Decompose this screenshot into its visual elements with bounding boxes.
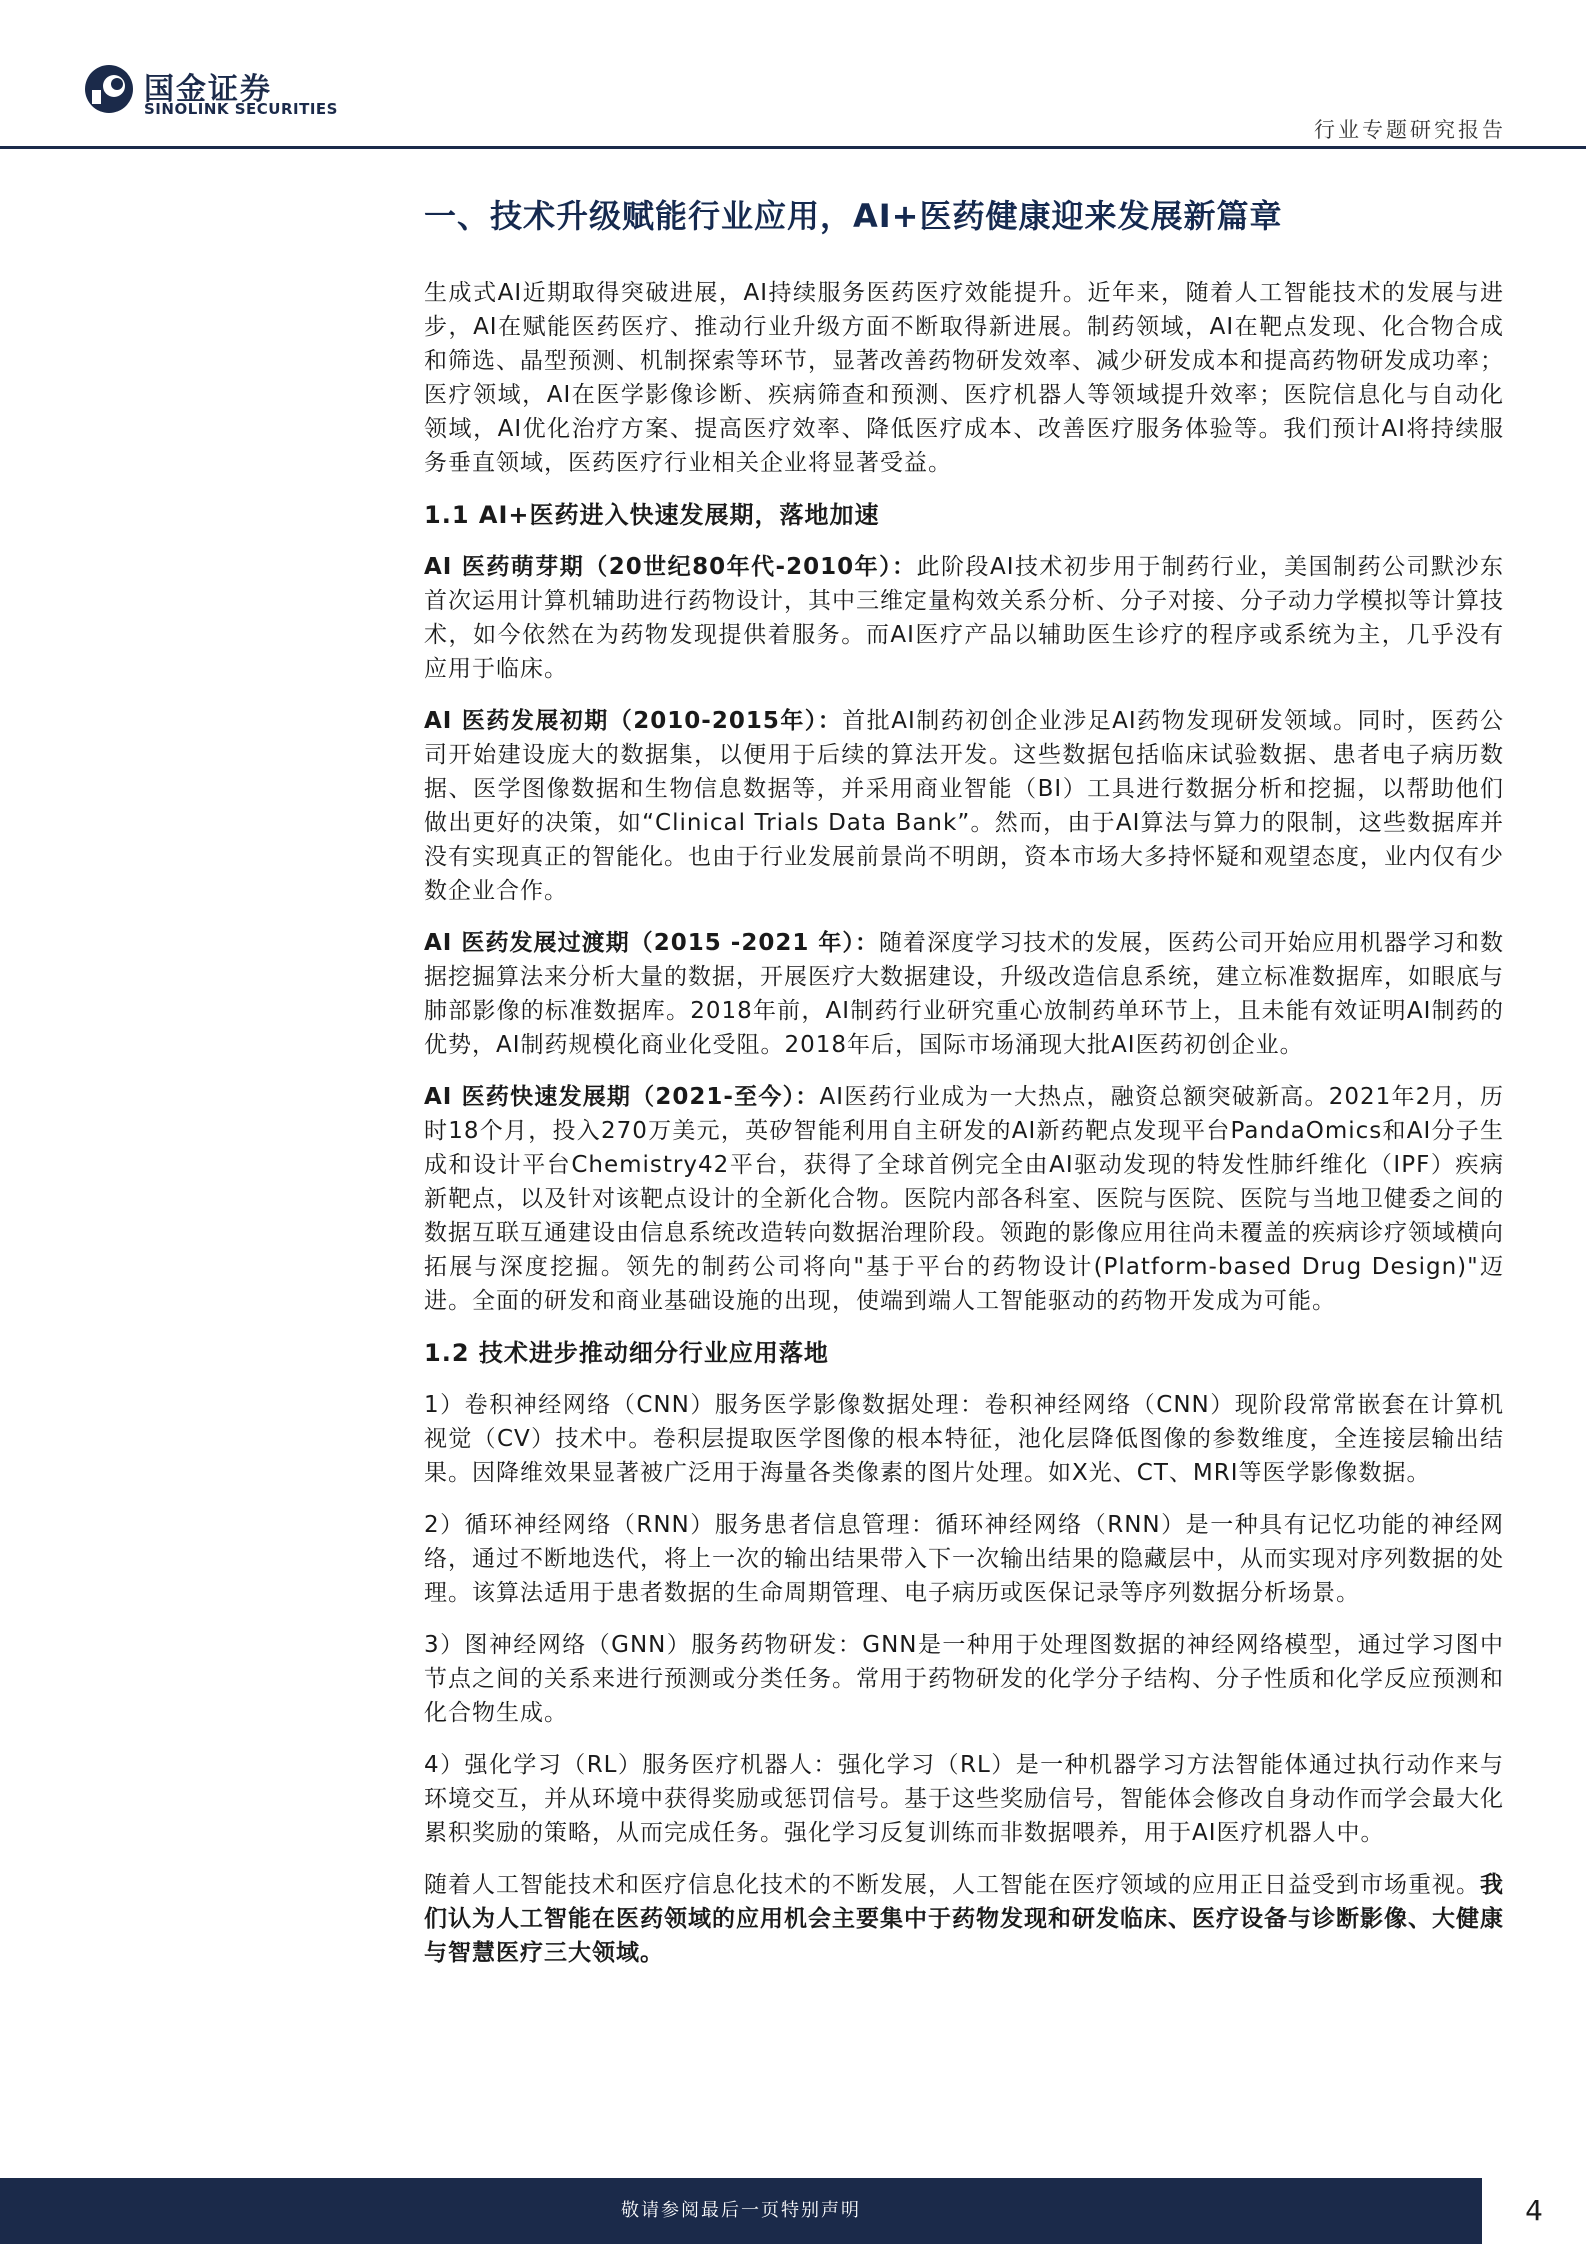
subsection-title-1-2: 1.2 技术进步推动细分行业应用落地: [424, 1339, 829, 1367]
section-title: 一、技术升级赋能行业应用，AI+医药健康迎来发展新篇章: [424, 197, 1283, 235]
closing-text: 随着人工智能技术和医疗信息化技术的不断发展，人工智能在医疗领域的应用正日益受到市场重视。: [424, 1872, 1480, 1898]
period-text: 此阶段AI技术初步用于制药行业，美国制药公司默沙东首次运用计算机辅助进行药物设计，其中三维定量构效关系分析、分子对接、分子动力学模拟等计算技术，如今依然在为药物发现提供着服务。而AI医疗产品以辅助医生诊疗的程序或系统为主，几乎没有应用于临床。: [424, 554, 1504, 682]
report-type-label: 行业专题研究报告: [1314, 118, 1506, 142]
logo-name-en: SINOLINK SECURITIES: [144, 100, 338, 118]
company-logo: [84, 62, 344, 122]
period-paragraph: [424, 704, 1504, 908]
footer-disclaimer: 敬请参阅最后一页特别声明: [621, 2200, 861, 2221]
closing-paragraph: [424, 1868, 1504, 1970]
technique-paragraph: 2）循环神经网络（RNN）服务患者信息管理：循环神经网络（RNN）是一种具有记忆功能的神经网络，通过不断地迭代，将上一次的输出结果带入下一次输出结果的隐藏层中，从而实现对序列数据的处理。该算法适用于患者数据的生命周期管理、电子病历或医保记录等序列数据分析场景。: [424, 1512, 1504, 1606]
period-text: 随着深度学习技术的发展，医药公司开始应用机器学习和数据挖掘算法来分析大量的数据，开展医疗大数据建设，升级改造信息系统，建立标准数据库，如眼底与肺部影像的标准数据库。2018年前，AI制药行业研究重心放制药单环节上，且未能有效证明AI制药的优势，AI制药规模化商业化受阻。2018年后，国际市场涌现大批AI医药初创企业。: [424, 930, 1505, 1058]
subsection-title-1-1: 1.1 AI+医药进入快速发展期，落地加速: [424, 501, 880, 529]
header-divider: [0, 146, 1586, 149]
period-paragraph: [424, 550, 1504, 686]
period-label: AI 医药发展过渡期（2015 -2021 年）：: [424, 930, 880, 956]
period-paragraph: [424, 926, 1504, 1062]
intro-paragraph: 生成式AI近期取得突破进展，AI持续服务医药医疗效能提升。近年来，随着人工智能技术的发展与进步，AI在赋能医药医疗、推动行业升级方面不断取得新进展。制药领域，AI在靶点发现、化合物合成和筛选、晶型预测、机制探索等环节，显著改善药物研发效率、减少研发成本和提高药物研发成功率；医疗领域，AI在医学影像诊断、疾病筛查和预测、医疗机器人等领域提升效率；医院信息化与自动化领域，AI优化治疗方案、提高医疗效率、降低医疗成本、改善医疗服务体验等。我们预计AI将持续服务垂直领域，医药医疗行业相关企业将显著受益。: [424, 280, 1504, 476]
period-label: AI 医药快速发展期（2021-至今）：: [424, 1084, 820, 1110]
page-number: 4: [1525, 2194, 1543, 2227]
page-header: [0, 0, 1586, 150]
period-label: AI 医药发展初期（2010-2015年）：: [424, 708, 843, 734]
logo-mark-icon: [84, 64, 134, 114]
period-text: AI医药行业成为一大热点，融资总额突破新高。2021年2月，历时18个月，投入270万美元，英矽智能利用自主研发的AI新药靶点发现平台PandaOmics和AI分子生成和设计平台Chemistry42平台，获得了全球首例完全由AI驱动发现的特发性肺纤维化（IPF）疾病新靶点，以及针对该靶点设计的全新化合物。医院内部各科室、医院与医院、医院与当地卫健委之间的数据互联互通建设由信息系统改造转向数据治理阶段。领跑的影像应用往尚未覆盖的疾病诊疗领域横向拓展与深度挖掘。领先的制药公司将向"基于平台的药物设计(Platform-based Drug Design)"迈进。全面的研发和商业基础设施的出现，使端到端人工智能驱动的药物开发成为可能。: [424, 1084, 1504, 1314]
period-label: AI 医药萌芽期（20世纪80年代-2010年）：: [424, 554, 917, 580]
technique-paragraph: 4）强化学习（RL）服务医疗机器人：强化学习（RL）是一种机器学习方法智能体通过执行动作来与环境交互，并从环境中获得奖励或惩罚信号。基于这些奖励信号，智能体会修改自身动作而学会最大化累积奖励的策略，从而完成任务。强化学习反复训练而非数据喂养，用于AI医疗机器人中。: [424, 1752, 1504, 1846]
period-paragraph: [424, 1080, 1504, 1318]
closing-conclusion: 我们认为人工智能在医药领域的应用机会主要集中于药物发现和研发临床、医疗设备与诊断影像、大健康与智慧医疗三大领域。: [424, 1872, 1504, 1966]
technique-paragraph: 3）图神经网络（GNN）服务药物研发：GNN是一种用于处理图数据的神经网络模型，通过学习图中节点之间的关系来进行预测或分类任务。常用于药物研发的化学分子结构、分子性质和化学反应预测和化合物生成。: [424, 1632, 1504, 1726]
logo-name-cn: 国金证券: [144, 72, 272, 107]
period-text: 首批AI制药初创企业涉足AI药物发现研发领域。同时，医药公司开始建设庞大的数据集，以便用于后续的算法开发。这些数据包括临床试验数据、患者电子病历数据、医学图像数据和生物信息数据等，并采用商业智能（BI）工具进行数据分析和挖掘，以帮助他们做出更好的决策，如“Clinical Trials Data Bank”。然而，由于AI算法与算力的限制，这些数据库并没有实现真正的智能化。也由于行业发展前景尚不明朗，资本市场大多持怀疑和观望态度，业内仅有少数企业合作。: [424, 708, 1504, 904]
page-footer: [0, 2178, 1586, 2244]
technique-paragraph: 1）卷积神经网络（CNN）服务医学影像数据处理：卷积神经网络（CNN）现阶段常常嵌套在计算机视觉（CV）技术中。卷积层提取医学图像的根本特征，池化层降低图像的参数维度，全连接层输出结果。因降维效果显著被广泛用于海量各类像素的图片处理。如X光、CT、MRI等医学影像数据。: [424, 1392, 1504, 1486]
report-body: [424, 190, 1504, 1988]
